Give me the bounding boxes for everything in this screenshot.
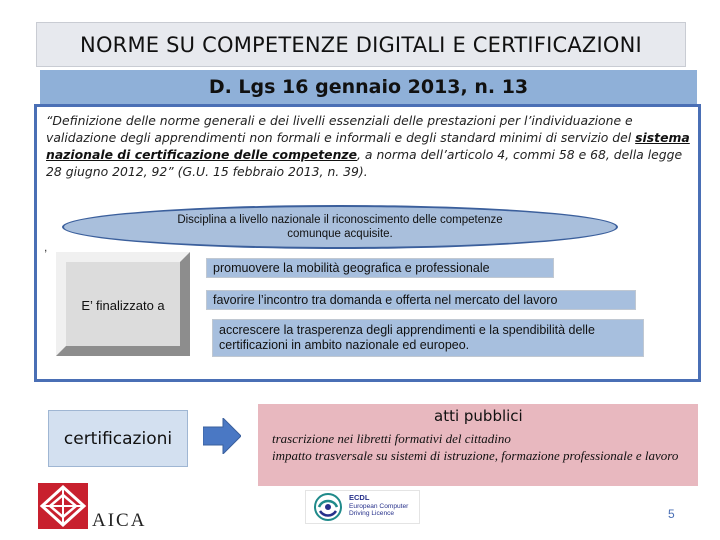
- right-arrow-icon: [203, 418, 241, 454]
- public-acts-item: trascrizione nei libretti formativi del cittadino: [272, 431, 511, 446]
- aica-logo-icon: [38, 483, 88, 529]
- certifications-label: certificazioni: [63, 428, 173, 449]
- aica-wordmark: AICA: [92, 510, 147, 531]
- stray-mark: ,: [44, 240, 48, 254]
- discipline-text: Disciplina a livello nazionale il riconoscimento delle competenze comunque acquisite.: [177, 214, 503, 240]
- ecdl-logo-icon: [310, 491, 346, 523]
- ecdl-line: Driving Licence: [349, 510, 395, 517]
- slide-title: NORME SU COMPETENZE DIGITALI E CERTIFICAZIONI: [80, 32, 642, 57]
- slide-title-bar: [36, 22, 686, 67]
- finalized-box: [56, 252, 190, 356]
- public-acts-item: impatto trasversale su sistemi di istruzione, formazione professionale e lavoro: [272, 448, 679, 463]
- certifications-box: [48, 410, 188, 467]
- decree-reference-bar: [40, 70, 697, 104]
- ecdl-line: European Computer: [349, 502, 409, 510]
- public-acts-title: atti pubblici: [434, 407, 523, 425]
- decree-text-start: “Definizione delle norme generali e dei livelli essenziali delle prestazioni per l’individuazione e validazione degli apprendimenti non formali e informali e degli standard minimi di servizio del: [46, 113, 636, 145]
- goal-mobility: [206, 258, 554, 278]
- decree-text-bold: sistema nazionale di certificazione delle competenze: [46, 130, 690, 162]
- goal-labour-market: [206, 290, 636, 310]
- public-acts-list: [272, 430, 692, 464]
- goal-text: favorire l’incontro tra domanda e offerta nel mercato del lavoro: [213, 292, 558, 307]
- discipline-ellipse: [62, 205, 618, 249]
- decree-description: [46, 112, 694, 180]
- finalized-label: E’ finalizzato a: [81, 297, 165, 313]
- decree-text-end: , a norma dell’articolo 4, commi 58 e 68, della legge 28 giugno 2012, 92” (G.U. 15 febbraio 2013, n. 39).: [46, 147, 683, 179]
- decree-reference: D. Lgs 16 gennaio 2013, n. 13: [208, 76, 529, 98]
- goal-text: promuovere la mobilità geografica e professionale: [213, 260, 490, 275]
- goal-transparency: [212, 319, 644, 357]
- goal-text: accrescere la trasperenza degli apprendimenti e la spendibilità delle certificazioni in ambito nazionale ed europeo.: [219, 323, 595, 352]
- page-number: 5: [668, 507, 675, 521]
- ecdl-caption: [349, 494, 419, 518]
- ecdl-title: ECDL: [349, 493, 370, 502]
